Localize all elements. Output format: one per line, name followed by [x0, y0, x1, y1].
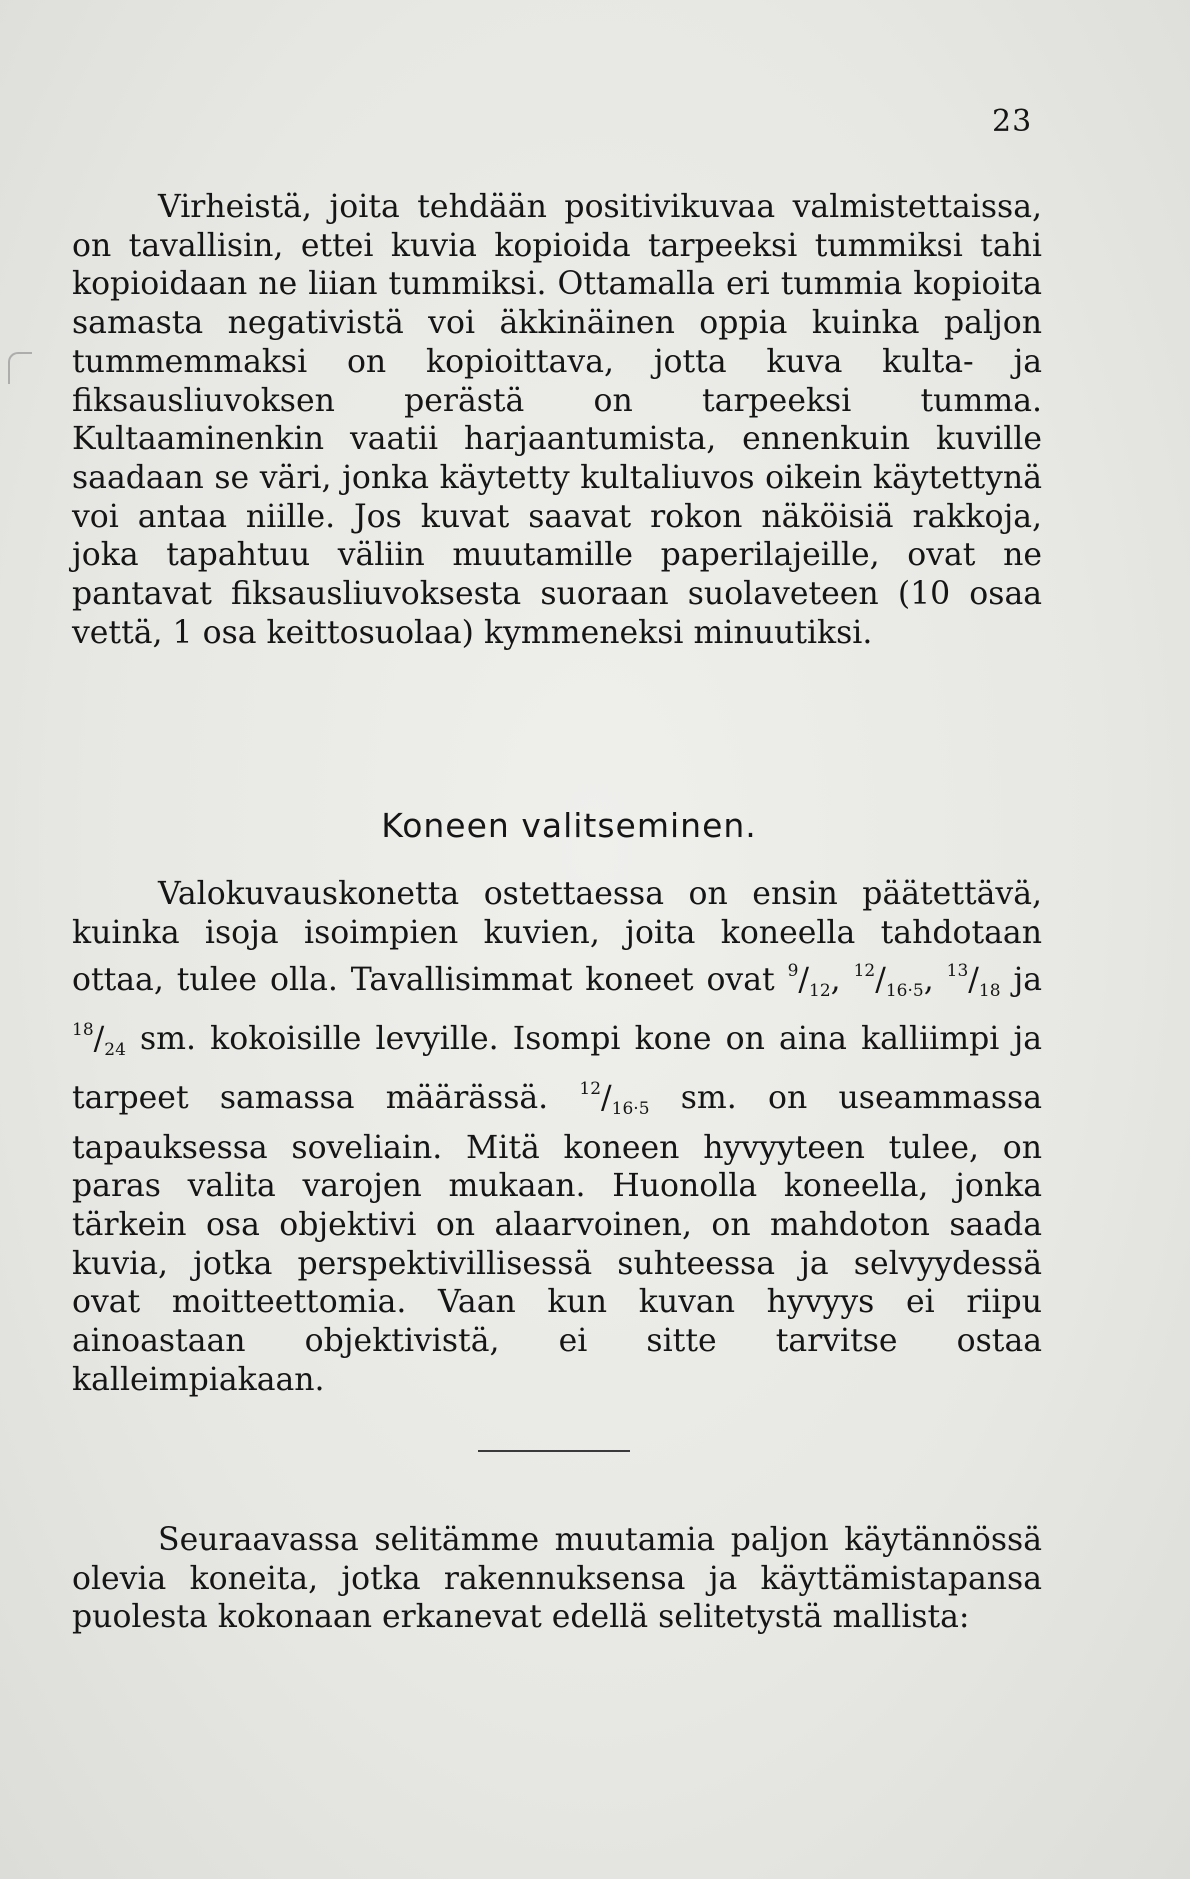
fraction-9-12: $^9/_{12}$	[787, 961, 831, 1002]
page-number: 23	[992, 104, 1033, 139]
fraction-12-16-5: $^{12}/_{16\cdot 5}$	[579, 1078, 650, 1119]
margin-mark	[8, 352, 32, 384]
fraction-12-16-5: $^{12}/_{16\cdot 5}$	[853, 961, 924, 1002]
paragraph-text: Seuraavassa selitämme muutamia paljon käytännössä olevia koneita, jotka rakennuksensa ja käyttämistapansa puolesta kokonaan erkanevat edellä selitetystä mallista:	[72, 1522, 1042, 1636]
separator: ja	[1000, 962, 1043, 999]
paragraph-text	[72, 875, 1042, 1399]
section-divider	[478, 1450, 630, 1452]
paragraph-positive-prints	[72, 188, 1042, 652]
fraction-denominator: 24	[104, 1040, 126, 1061]
fraction-13-18: $^{13}/_{18}$	[946, 961, 1001, 1002]
fraction-18-24: $^{18}/_{24}$	[72, 1020, 126, 1061]
fraction-numerator: 9	[787, 961, 799, 982]
text-run: sm. kokoisille levyille. Isompi kone on aina kalliimpi ja tarpeet samassa määrässä.	[72, 1021, 1042, 1116]
section-heading: Koneen valitseminen.	[381, 806, 757, 845]
fraction-numerator: 12	[579, 1078, 602, 1099]
fraction-denominator: 12	[809, 981, 831, 1002]
fraction-numerator: 13	[946, 961, 969, 982]
fraction-numerator: 12	[853, 961, 876, 982]
paragraph-choosing-camera	[72, 875, 1042, 1399]
fraction-denominator: 18	[978, 981, 1001, 1002]
fraction-denominator: 16·5	[611, 1098, 650, 1119]
separator: ,	[923, 962, 947, 999]
fraction-numerator: 18	[72, 1020, 94, 1041]
separator: ,	[830, 962, 854, 999]
paragraph-following-cameras	[72, 1521, 1042, 1637]
fraction-denominator: 16·5	[885, 981, 924, 1002]
paragraph-text: Virheistä, joita tehdään positivikuvaa valmistettaissa, on tavallisin, ettei kuvia kopioida tarpeeksi tummiksi tahi kopioidaan ne liian tummiksi. Ottamalla eri tummia kopioita samasta negativistä voi äkkinäinen oppia kuinka paljon tummemmaksi on kopioittava, jotta kuva kulta- ja fiksausliuvoksen perästä on tarpeeksi tumma. Kultaaminenkin vaatii harjaantumista, ennenkuin kuville saadaan se väri, jonka käytetty kultaliuvos oikein käytettynä voi antaa niille. Jos kuvat saavat rokon näköisiä rakkoja, joka tapahtuu väliin muutamille paperilajeille, ovat ne pantavat fiksausliuvoksesta suoraan suolaveteen (10 osaa vettä, 1 osa keittosuolaa) kymmeneksi minuutiksi.	[72, 189, 1042, 651]
text-run: sm. on useammassa tapauksessa soveliain. Mitä koneen hyvyyteen tulee, on paras valita varojen mukaan. Huonolla koneella, jonka tärkein osa objektivi on alaarvoinen, on mahdoton saada kuvia, jotka perspektivillisessä suhteessa ja selvyydessä ovat moitteettomia. Vaan kun kuvan hyvyys ei riipu ainoastaan objektivistä, ei sitte tarvitse ostaa kalleimpiakaan.	[72, 1079, 1042, 1398]
text-run: Valokuvauskonetta ostettaessa on ensin päätettävä, kuinka isoja isoimpien kuvien, joita koneella tahdotaan ottaa, tulee olla. Tavallisimmat koneet ovat	[72, 876, 1042, 999]
